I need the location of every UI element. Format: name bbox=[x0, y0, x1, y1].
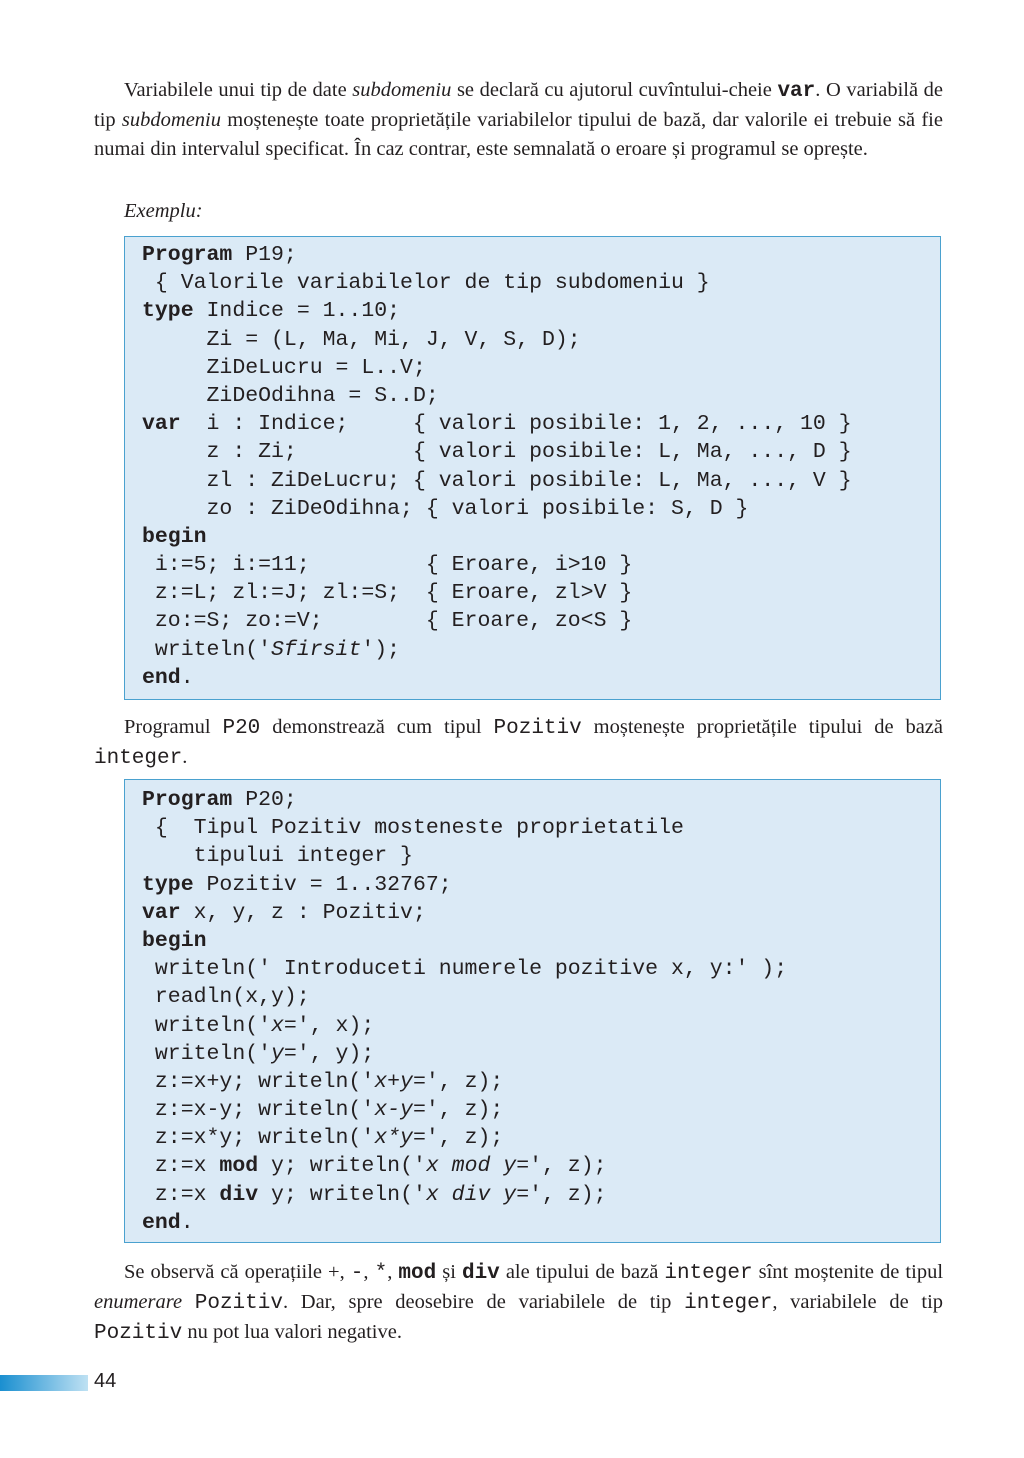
code-text: { Tipul Pozitiv mosteneste proprietatile bbox=[142, 816, 684, 841]
code-text: zo:=S; zo:=V; { Eroare, zo<S } bbox=[142, 609, 633, 634]
code-keyword: Program bbox=[142, 243, 233, 267]
code-text: i:=5; i:=11; { Eroare, i>10 } bbox=[142, 553, 633, 578]
code-string: x*y= bbox=[374, 1126, 426, 1151]
p19-line bbox=[142, 495, 940, 523]
code-block-p19 bbox=[124, 236, 941, 700]
code-text: ', y); bbox=[296, 1041, 375, 1066]
p20-line bbox=[142, 1124, 940, 1152]
code-listing-p20 bbox=[125, 786, 940, 1237]
p20-line bbox=[142, 871, 940, 899]
code-text: . bbox=[180, 1210, 194, 1235]
p20-line bbox=[142, 983, 940, 1011]
code-text: z:=L; zl:=J; zl:=S; { Eroare, zl>V } bbox=[142, 581, 633, 606]
p20-line bbox=[142, 955, 940, 983]
code-text: ', x); bbox=[296, 1013, 375, 1038]
code-string: x mod y= bbox=[425, 1154, 530, 1179]
p19-line bbox=[142, 551, 940, 579]
code-keyword: type bbox=[142, 299, 194, 324]
code-text: ', z); bbox=[425, 1126, 504, 1151]
code-text: zo : ZiDeOdihna; { valori posibile: S, D } bbox=[142, 496, 749, 521]
code-text: zl : ZiDeLucru; { valori posibile: L, Ma, ..., V } bbox=[142, 468, 852, 493]
code-text: P20; bbox=[232, 788, 297, 812]
code-text: writeln(' Introduceti numerele pozitive x, y:' ); bbox=[142, 957, 788, 982]
footer-accent-bar bbox=[0, 1375, 88, 1391]
p19-line bbox=[142, 438, 940, 466]
code-keyword: end bbox=[142, 1210, 181, 1235]
code-keyword: end bbox=[142, 665, 181, 690]
code-text: ZiDeOdihna = S..D; bbox=[142, 383, 439, 408]
code-text: writeln(' bbox=[142, 637, 272, 662]
p20-line bbox=[142, 1152, 940, 1180]
p19-line bbox=[142, 607, 940, 635]
code-keyword: div bbox=[219, 1182, 259, 1207]
code-text: y; writeln(' bbox=[258, 1182, 426, 1207]
p20-line bbox=[142, 1181, 940, 1209]
code-text: '); bbox=[361, 637, 401, 662]
code-text: writeln(' bbox=[142, 1013, 272, 1038]
code-string: x div y= bbox=[425, 1182, 530, 1207]
p20-line bbox=[142, 1068, 940, 1096]
code-keyword: var bbox=[142, 900, 181, 925]
code-string: x-y= bbox=[374, 1098, 426, 1123]
code-text: { Valorile variabilelor de tip subdomeniu } bbox=[142, 271, 710, 296]
code-text: ', z); bbox=[529, 1154, 607, 1179]
p19-line bbox=[142, 241, 940, 269]
code-keyword: var bbox=[142, 412, 181, 437]
p20-line bbox=[142, 786, 940, 814]
p19-line bbox=[142, 326, 940, 354]
p19-line bbox=[142, 579, 940, 607]
code-text: x, y, z : Pozitiv; bbox=[180, 900, 426, 925]
code-text: ', z); bbox=[425, 1069, 504, 1094]
example-label: Exemplu: bbox=[124, 200, 203, 222]
code-text: . bbox=[180, 665, 194, 690]
p19-line bbox=[142, 523, 940, 551]
code-text: Zi = (L, Ma, Mi, J, V, S, D); bbox=[142, 327, 581, 352]
code-text: z:=x bbox=[142, 1154, 220, 1179]
code-text: z:=x-y; writeln(' bbox=[142, 1098, 375, 1123]
code-text: ZiDeLucru = L..V; bbox=[142, 355, 426, 380]
code-text: z:=x+y; writeln(' bbox=[142, 1069, 375, 1094]
p20-line bbox=[142, 1012, 940, 1040]
p19-line bbox=[142, 410, 940, 438]
p20-intro-paragraph: Programul P20 demonstrează cum tipul Pozitiv moștenește proprietățile tipului de bază integer. bbox=[94, 716, 943, 770]
intro-paragraph: Variabilele unui tip de date subdomeniu se declară cu ajutorul cuvîntului-cheie var. O variabilă de tip subdomeniu moștenește toate proprietățile variabilelor tipului de bază, dar valorile ei trebuie să fie numai din intervalul specificat. În caz contrar, este semnalată o eroare și programul se oprește. bbox=[94, 79, 943, 160]
code-keyword: type bbox=[142, 872, 194, 897]
code-listing-p19 bbox=[125, 241, 940, 692]
code-keyword: Program bbox=[142, 788, 233, 812]
p20-line bbox=[142, 899, 940, 927]
p19-line bbox=[142, 297, 940, 325]
code-text: Pozitiv = 1..32767; bbox=[193, 872, 452, 897]
p19-line bbox=[142, 467, 940, 495]
code-text: z:=x*y; writeln(' bbox=[142, 1126, 375, 1151]
code-keyword: mod bbox=[219, 1154, 259, 1179]
code-text: ', z); bbox=[529, 1182, 607, 1207]
code-text: readln(x,y); bbox=[142, 985, 310, 1010]
code-block-p20 bbox=[124, 779, 941, 1243]
code-text: tipului integer } bbox=[142, 844, 413, 869]
code-text: i : Indice; { valori posibile: 1, 2, ..., 10 } bbox=[180, 412, 852, 437]
code-text: z : Zi; { valori posibile: L, Ma, ..., D } bbox=[142, 440, 852, 465]
code-string: x= bbox=[271, 1013, 297, 1038]
p19-line bbox=[142, 382, 940, 410]
p20-line bbox=[142, 842, 940, 870]
p20-line bbox=[142, 1096, 940, 1124]
p20-line bbox=[142, 814, 940, 842]
p20-line bbox=[142, 927, 940, 955]
code-keyword: begin bbox=[142, 928, 207, 953]
p20-line bbox=[142, 1209, 940, 1237]
code-keyword: begin bbox=[142, 524, 207, 549]
conclusion-paragraph: Se observă că operațiile +, -, *, mod și div ale tipului de bază integer sînt moștenite de tipul enumerare Pozitiv. Dar, spre deosebire de variabilele de tip integer, variabilele de tip Pozitiv nu pot lua valori negative. bbox=[94, 1261, 944, 1345]
p19-line bbox=[142, 354, 940, 382]
page-number: 44 bbox=[94, 1370, 117, 1392]
p19-line bbox=[142, 636, 940, 664]
p20-line bbox=[142, 1040, 940, 1068]
code-text: Indice = 1..10; bbox=[193, 299, 401, 324]
code-string: x+y= bbox=[374, 1069, 426, 1094]
code-text: ', z); bbox=[425, 1098, 504, 1123]
p19-line bbox=[142, 269, 940, 297]
code-string: y= bbox=[271, 1041, 297, 1066]
code-string: Sfirsit bbox=[271, 637, 362, 662]
code-text: y; writeln(' bbox=[258, 1154, 426, 1179]
code-text: P19; bbox=[232, 243, 297, 267]
p19-line bbox=[142, 664, 940, 692]
code-text: z:=x bbox=[142, 1182, 220, 1207]
code-text: writeln(' bbox=[142, 1041, 272, 1066]
